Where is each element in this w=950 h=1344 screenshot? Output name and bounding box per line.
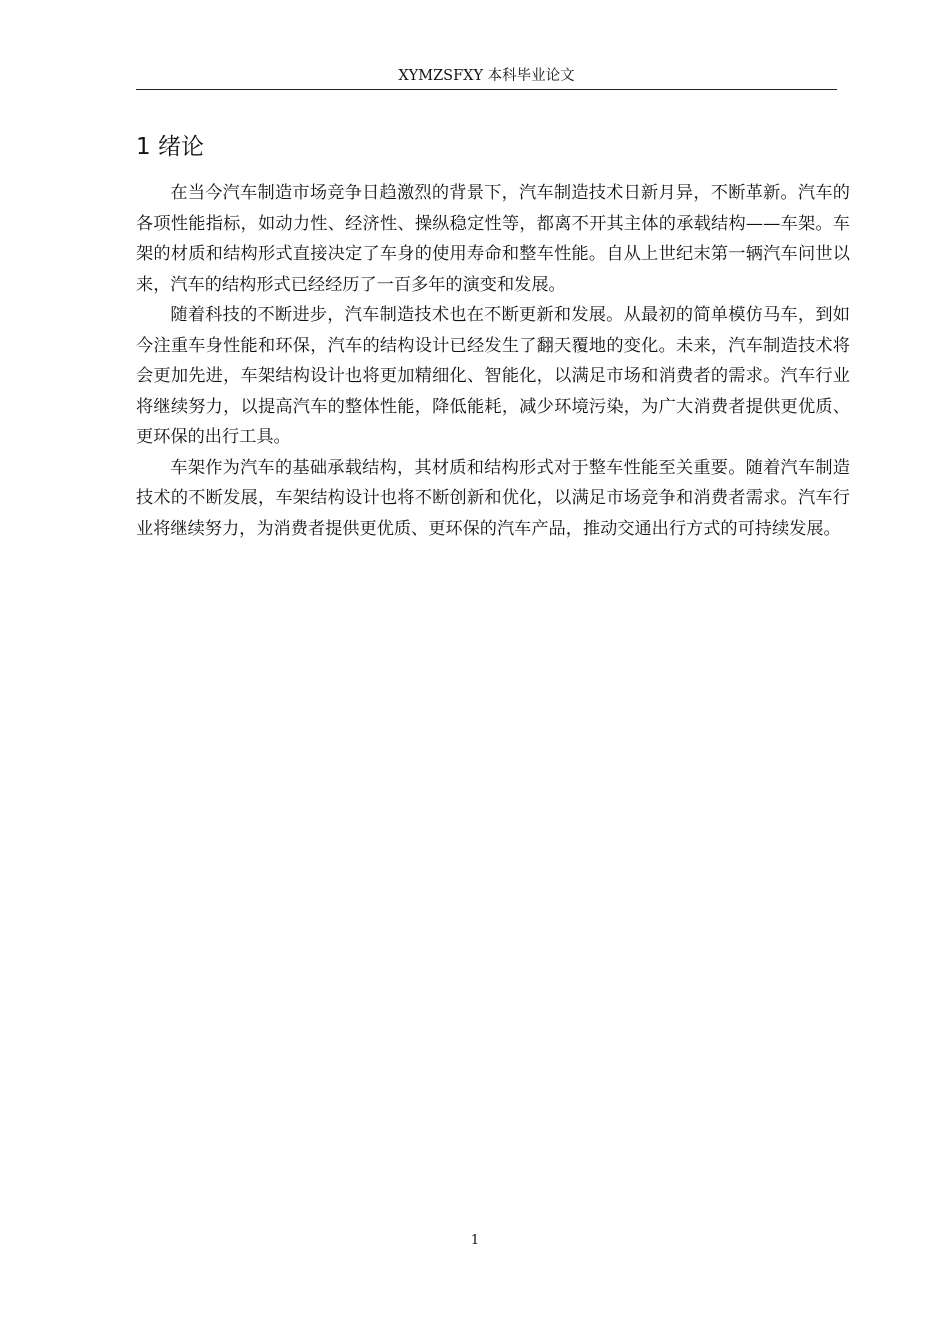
paragraph-3: 车架作为汽车的基础承载结构，其材质和结构形式对于整车性能至关重要。随着汽车制造技术的不断发展，车架结构设计也将不断创新和优化，以满足市场竞争和消费者需求。汽车行业将继续努力，为消费者提供更优质、更环保的汽车产品，推动交通出行方式的可持续发展。 [136, 457, 850, 539]
page-header [136, 66, 837, 90]
body-text [136, 178, 850, 544]
page-number: 1 [470, 1233, 480, 1248]
paragraph-1: 在当今汽车制造市场竞争日趋激烈的背景下，汽车制造技术日新月异，不断革新。汽车的各项性能指标，如动力性、经济性、操纵稳定性等，都离不开其主体的承载结构——车架。车架的材质和结构形式直接决定了车身的使用寿命和整车性能。自从上世纪末第一辆汽车问世以来，汽车的结构形式已经经历了一百多年的演变和发展。 [136, 183, 850, 295]
chapter-title: 1 绪论 [136, 134, 204, 160]
paragraph-2: 随着科技的不断进步，汽车制造技术也在不断更新和发展。从最初的简单模仿马车，到如今注重车身性能和环保，汽车的结构设计已经发生了翻天覆地的变化。未来，汽车制造技术将会更加先进，车架结构设计也将更加精细化、智能化，以满足市场和消费者的需求。汽车行业将继续努力，以提高汽车的整体性能，降低能耗，减少环境污染，为广大消费者提供更优质、更环保的出行工具。 [136, 305, 850, 447]
header-title: XYMZSFXY 本科毕业论文 [398, 68, 575, 84]
